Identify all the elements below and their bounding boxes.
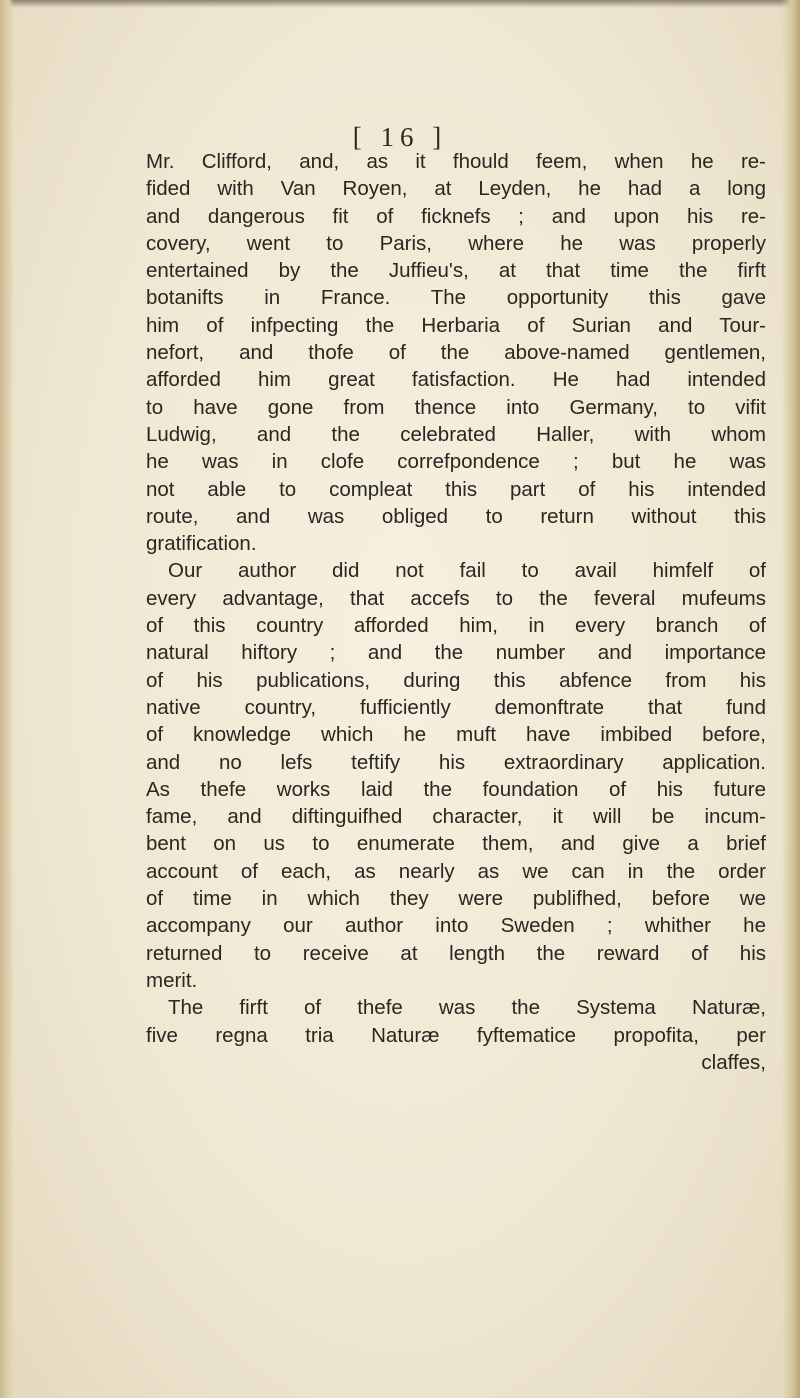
text-line: five regna tria Naturæ fyftematice propofita, per bbox=[146, 1023, 766, 1047]
text-line: fided with Van Royen, at Leyden, he had a long bbox=[146, 177, 766, 201]
text-line: and dangerous fit of ficknefs ; and upon his re- bbox=[146, 204, 766, 228]
text-line: and no lefs teftify his extraordinary application. bbox=[146, 750, 766, 774]
text-line: merit. bbox=[146, 968, 198, 992]
text-line: native country, fufficiently demonftrate that fund bbox=[146, 695, 766, 719]
text-line: not able to compleat this part of his intended bbox=[146, 477, 766, 501]
text-line: he was in clofe correfpondence ; but he was bbox=[146, 450, 766, 474]
page-left-edge bbox=[0, 0, 14, 1398]
text-line: The firft of thefe was the Systema Naturæ, bbox=[168, 996, 766, 1020]
text-line: route, and was obliged to return without this bbox=[146, 504, 766, 528]
text-line: account of each, as nearly as we can in the order bbox=[146, 859, 766, 883]
text-line: natural hiftory ; and the number and importance bbox=[146, 641, 766, 665]
text-line: gratification. bbox=[146, 532, 257, 556]
text-line: of this country afforded him, in every branch of bbox=[146, 614, 766, 638]
text-line: of time in which they were publifhed, before we bbox=[146, 887, 766, 911]
page-number: [ 16 ] bbox=[352, 122, 448, 152]
page-right-edge bbox=[782, 0, 800, 1398]
text-line: every advantage, that accefs to the feveral mufeums bbox=[146, 586, 766, 610]
page-top-shadow bbox=[0, 0, 800, 8]
body-text bbox=[146, 148, 766, 1076]
text-line: nefort, and thofe of the above-named gentlemen, bbox=[146, 341, 766, 365]
text-line: accompany our author into Sweden ; whither he bbox=[146, 914, 766, 938]
text-line: Ludwig, and the celebrated Haller, with whom bbox=[146, 422, 766, 446]
text-line: bent on us to enumerate them, and give a brief bbox=[146, 832, 766, 856]
text-line: Mr. Clifford, and, as it fhould feem, when he re- bbox=[146, 150, 766, 173]
text-line: As thefe works laid the foundation of his future bbox=[146, 777, 766, 801]
text-line: entertained by the Juffieu's, at that time the firft bbox=[146, 259, 766, 283]
text-line: of knowledge which he muft have imbibed before, bbox=[146, 723, 766, 747]
text-line: Our author did not fail to avail himfelf of bbox=[168, 559, 766, 583]
text-line: claffes, bbox=[701, 1050, 766, 1074]
text-line: to have gone from thence into Germany, to vifit bbox=[146, 395, 766, 419]
text-line: him of infpecting the Herbaria of Surian and Tour- bbox=[146, 313, 766, 337]
text-line: botanifts in France. The opportunity this gave bbox=[146, 286, 766, 310]
text-line: of his publications, during this abfence from his bbox=[146, 668, 766, 692]
text-line: afforded him great fatisfaction. He had intended bbox=[146, 368, 766, 392]
text-line: returned to receive at length the reward of his bbox=[146, 941, 766, 965]
text-line: covery, went to Paris, where he was properly bbox=[146, 231, 766, 255]
text-line: fame, and diftinguifhed character, it will be incum- bbox=[146, 805, 766, 829]
